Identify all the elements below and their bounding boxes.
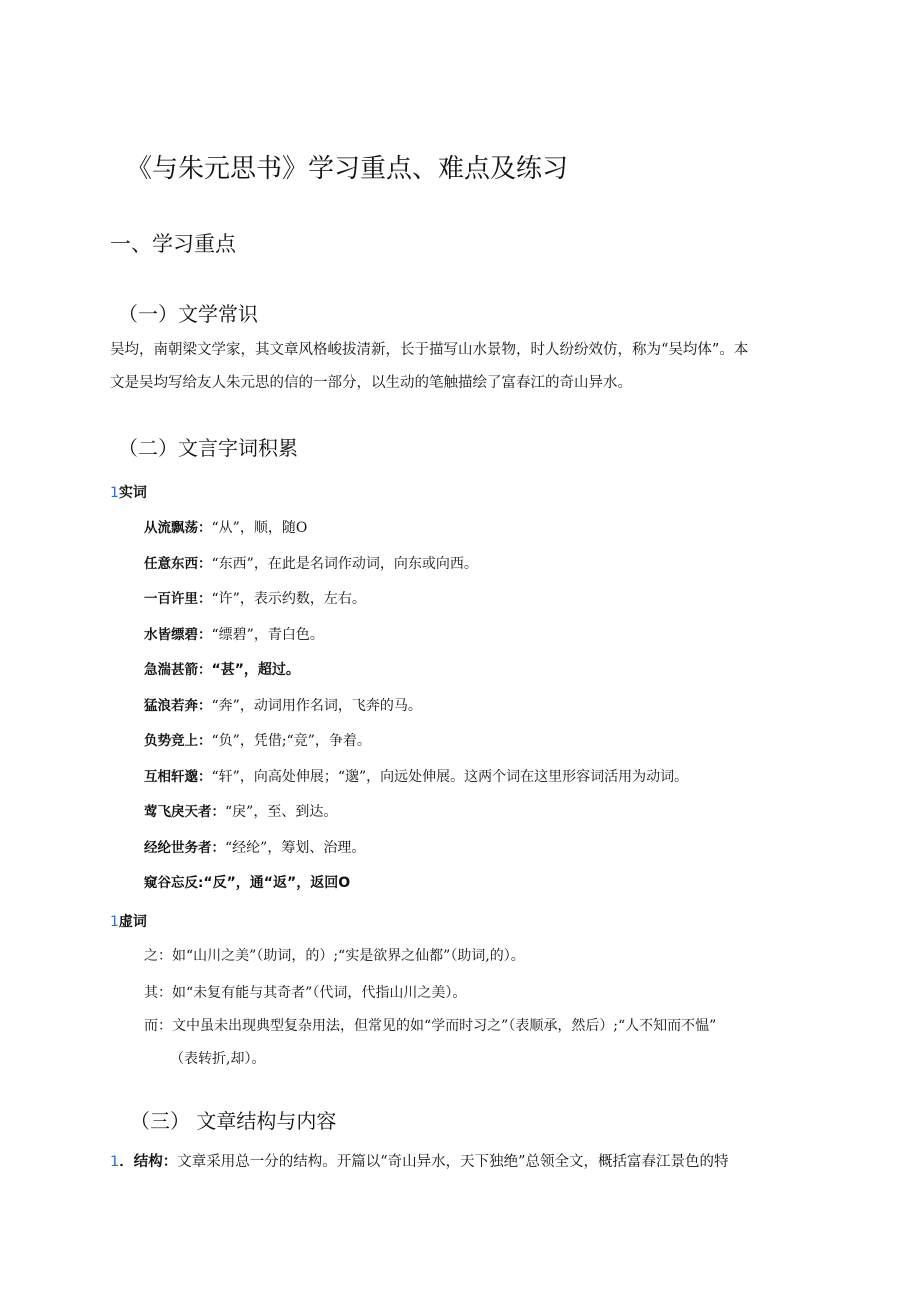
- list-number: 1: [110, 1154, 120, 1170]
- vocab-term: 经纶世务者：: [144, 840, 225, 856]
- vocab-definition: “缥碧”，青白色。: [211, 627, 324, 643]
- function-word-entry: [144, 1010, 816, 1076]
- subsection-heading-literary-knowledge: （一）文学常识: [118, 302, 258, 326]
- vocab-term: 互相轩邈：: [144, 769, 212, 785]
- structure-paragraph: [110, 1150, 729, 1171]
- vocab-term: 莺飞戾天者：: [144, 804, 225, 820]
- list-number: 1: [110, 914, 119, 930]
- label-content-words: [110, 482, 147, 502]
- document-title: 《与朱元思书》学习重点、难点及练习: [126, 154, 569, 184]
- vocab-entry: [144, 587, 366, 608]
- vocab-definition: “轩”，向高处伸展；“邈”，向远处伸展。这两个词在这里形容词活用为动词。: [211, 769, 689, 785]
- label-function-words: [110, 911, 147, 931]
- vocab-definition: “反”，通“返”，返回O: [203, 875, 351, 891]
- vocab-entry: [144, 765, 688, 786]
- vocab-definition: “戾”，至、到达。: [225, 804, 338, 820]
- vocab-definition: “许”，表示约数，左右。: [211, 591, 366, 607]
- vocab-definition: “从”，顺，随O: [211, 520, 308, 536]
- vocab-entry: [144, 658, 300, 679]
- vocab-entry: [144, 552, 478, 573]
- vocab-definition: “东西”，在此是名词作动词，向东或向西。: [211, 556, 478, 572]
- vocab-term: 猛浪若奔：: [144, 698, 212, 714]
- paragraph-line: 文是吴均写给友人朱元思的信的一部分，以生动的笔触描绘了富春江的奇山异水。: [110, 375, 632, 391]
- vocab-definition: “负”，凭借;“竞”，争着。: [211, 733, 371, 749]
- vocab-entry: [144, 800, 337, 821]
- entry-line: （表转折,却）。: [170, 1051, 266, 1067]
- vocab-entry: [144, 623, 324, 644]
- paragraph-line: 吴均，南朝梁文学家，其文章风格峻拔清新，长于描写山水景物，时人纷纷效仿，称为“吴均体”。本: [110, 342, 749, 358]
- vocab-definition: “甚”，超过。: [211, 662, 300, 678]
- vocab-term: 窥谷忘反:: [144, 875, 204, 891]
- vocab-entry: [144, 516, 307, 537]
- vocab-entry: [144, 836, 365, 857]
- section-heading-study-focus: 一、学习重点: [110, 232, 236, 256]
- vocab-definition: “奔”，动词用作名词，飞奔的马。: [211, 698, 422, 714]
- vocab-term: 从流飘荡：: [144, 520, 212, 536]
- subsection-heading-vocabulary: （二）文言字词积累: [118, 436, 298, 460]
- vocab-term: 水皆缥碧：: [144, 627, 212, 643]
- function-word-entry: 之：如“山川之美”（助词，的）;“实是欲界之仙都”（助词,的）。: [144, 948, 525, 964]
- list-label: 虚词: [118, 914, 147, 930]
- list-label: 实词: [118, 485, 147, 501]
- vocab-term: 任意东西：: [144, 556, 212, 572]
- structure-text: 文章采用总一分的结构。开篇以“奇山异水，天下独绝”总领全文，概括富春江景色的特: [177, 1154, 729, 1170]
- vocab-definition: “经纶”，筹划、治理。: [225, 840, 366, 856]
- literary-knowledge-paragraph: [110, 334, 810, 400]
- entry-line: 而：文中虽未出现典型复杂用法，但常见的如“学而时习之”（表顺承，然后）;“人不知而不愠”: [144, 1018, 717, 1034]
- vocab-term: 一百许里：: [144, 591, 212, 607]
- vocab-term: 负势竞上：: [144, 733, 212, 749]
- structure-keyword: ．结构：: [119, 1154, 178, 1170]
- list-number: 1: [110, 485, 119, 501]
- vocab-entry: [144, 871, 350, 892]
- subsection-heading-structure: （三） 文章结构与内容: [130, 1109, 337, 1133]
- vocab-term: 急湍甚箭：: [144, 662, 212, 678]
- vocab-entry: [144, 694, 422, 715]
- vocab-entry: [144, 729, 371, 750]
- function-word-entry: 其：如“未复有能与其奇者”（代词，代指山川之美）。: [144, 985, 467, 1001]
